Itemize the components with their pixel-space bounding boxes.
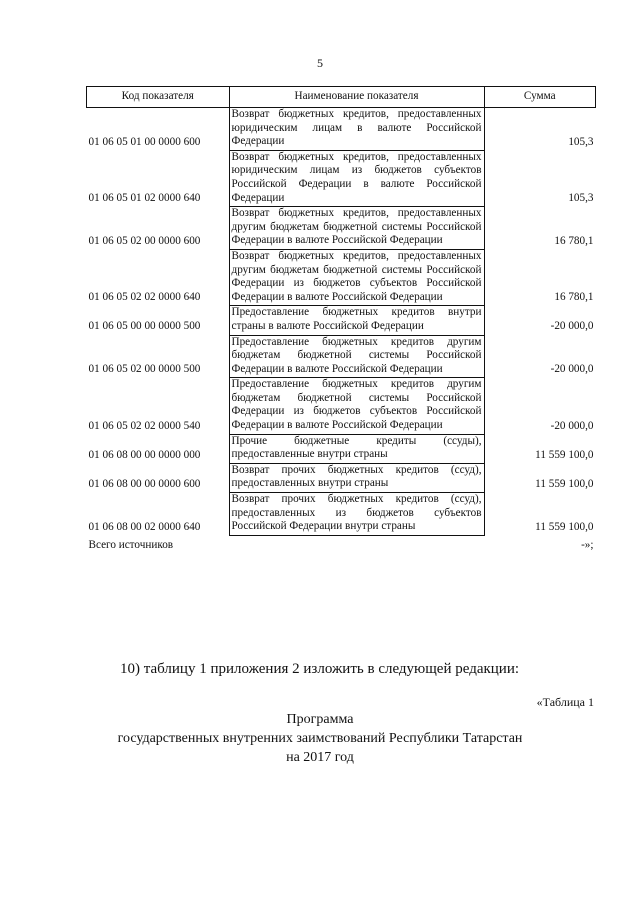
program-title: [0, 710, 640, 767]
total-label: Всего источников: [88, 538, 174, 551]
table-row: [87, 207, 596, 250]
header-code: Код показателя: [87, 87, 230, 108]
row-name: Возврат бюджетных кредитов, предоставленных другим бюджетам бюджетной системы Российской Федерации в валюте Российской Федерации: [229, 207, 484, 250]
header-sum: Сумма: [484, 87, 596, 108]
table-row: [87, 463, 596, 492]
total-sum: -»;: [581, 538, 594, 551]
table-row: [87, 493, 596, 536]
row-code: 01 06 08 00 00 0000 000: [87, 434, 230, 463]
page-number: 5: [317, 56, 323, 70]
row-name: Возврат бюджетных кредитов, предоставленных другим бюджетам бюджетной системы Российской Федерации из бюджетов субъектов Российской Федерации в валюте Российской Федерации: [229, 249, 484, 305]
row-sum: 16 780,1: [554, 291, 594, 304]
row-code: 01 06 05 01 02 0000 640: [87, 150, 230, 206]
table-header-row: [87, 87, 596, 108]
row-code: 01 06 05 02 00 0000 500: [87, 335, 230, 378]
program-title-line-1: Программа: [286, 712, 354, 727]
header-name: Наименование показателя: [229, 87, 484, 108]
row-name: Предоставление бюджетных кредитов другим бюджетам бюджетной системы Российской Федерации из бюджетов субъектов Российской Федерации в валюте Российской Федерации: [229, 378, 484, 434]
row-code: 01 06 05 02 00 0000 600: [87, 207, 230, 250]
row-sum: -20 000,0: [550, 320, 594, 333]
program-title-line-3: на 2017 год: [286, 750, 354, 765]
row-code: 01 06 08 00 02 0000 640: [87, 493, 230, 536]
row-sum: -20 000,0: [550, 419, 594, 432]
row-sum: 105,3: [568, 192, 594, 205]
row-sum: 105,3: [568, 135, 594, 148]
table-total-row: [87, 535, 596, 553]
row-sum: 11 559 100,0: [535, 520, 594, 533]
row-code: 01 06 05 01 00 0000 600: [87, 108, 230, 151]
row-sum: 11 559 100,0: [535, 448, 594, 461]
row-sum: 11 559 100,0: [535, 477, 594, 490]
table-row: [87, 335, 596, 378]
table-row: [87, 434, 596, 463]
table-row: [87, 108, 596, 151]
row-code: 01 06 05 00 00 0000 500: [87, 306, 230, 335]
row-code: 01 06 05 02 02 0000 640: [87, 249, 230, 305]
row-name: Возврат прочих бюджетных кредитов (ссуд), предоставленных из бюджетов субъектов Российской Федерации внутри страны: [229, 493, 484, 536]
row-name: Прочие бюджетные кредиты (ссуды), предоставленные внутри страны: [229, 434, 484, 463]
row-code: 01 06 05 02 02 0000 540: [87, 378, 230, 434]
row-name: Предоставление бюджетных кредитов другим бюджетам бюджетной системы Российской Федерации в валюте Российской Федерации: [229, 335, 484, 378]
table-row: [87, 378, 596, 434]
row-name: Предоставление бюджетных кредитов внутри страны в валюте Российской Федерации: [229, 306, 484, 335]
row-sum: -20 000,0: [550, 363, 594, 376]
table-caption: «Таблица 1: [536, 695, 594, 709]
row-name: Возврат бюджетных кредитов, предоставленных юридическим лицам в валюте Российской Федерации: [229, 108, 484, 151]
program-title-line-2: государственных внутренних заимствований Республики Татарстан: [117, 731, 523, 746]
row-name: Возврат бюджетных кредитов, предоставленных юридическим лицам из бюджетов субъектов Российской Федерации в валюте Российской Федерации: [229, 150, 484, 206]
table-row: [87, 306, 596, 335]
row-code: 01 06 08 00 00 0000 600: [87, 463, 230, 492]
row-name: Возврат прочих бюджетных кредитов (ссуд), предоставленных внутри страны: [229, 463, 484, 492]
amendment-paragraph: 10) таблицу 1 приложения 2 изложить в следующей редакции:: [120, 661, 520, 677]
sources-table: [86, 86, 596, 553]
table-row: [87, 249, 596, 305]
table-body: [87, 108, 596, 554]
table-row: [87, 150, 596, 206]
row-sum: 16 780,1: [554, 234, 594, 247]
